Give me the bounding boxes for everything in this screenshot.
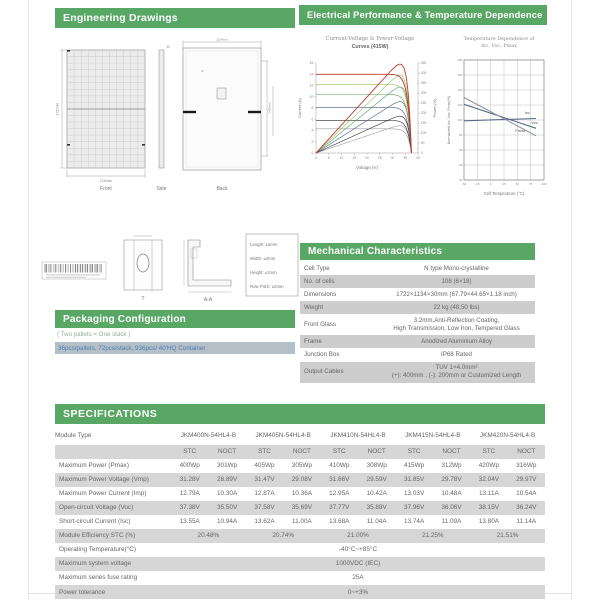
- spec-cell: 308Wp: [366, 461, 387, 469]
- svg-text:Voc: Voc: [530, 119, 538, 125]
- temp-chart-plot: [442, 54, 557, 204]
- spec-cell: NOCT: [218, 447, 237, 455]
- svg-text:40: 40: [458, 162, 462, 167]
- spec-module-type-row: [55, 427, 545, 445]
- front-view-label: Front: [100, 186, 112, 192]
- svg-text:0: 0: [315, 155, 317, 160]
- mech-row-value: 1722×1134×30mm (67.79×44.65×1.18 inch): [396, 290, 517, 298]
- mech-row-value: N type Mono-crystalline: [424, 264, 489, 272]
- svg-text:40: 40: [416, 155, 420, 160]
- spec-cell: 31.47V: [254, 476, 275, 483]
- spec-condition-header-row: [55, 445, 545, 459]
- tolerance-width: Width: ±2mm: [250, 256, 276, 261]
- spec-cell: 37.77V: [329, 504, 350, 512]
- spec-cell: JKM405N-54HL4-B: [255, 432, 311, 439]
- svg-text:6: 6: [311, 117, 314, 122]
- dim-width-label: 1134mm: [99, 179, 113, 183]
- spec-cell: 35.69V: [291, 504, 313, 512]
- spec-cell: 12.87A: [254, 490, 275, 498]
- spec-cell: 13.62A: [254, 518, 275, 526]
- svg-text:15: 15: [352, 155, 357, 160]
- mech-row-label: Output Cables: [304, 368, 344, 376]
- dim-mount-span-label: 1400mm: [267, 102, 272, 114]
- spec-cell: Open-circuit Voltage (Voc): [59, 504, 134, 512]
- spec-cell: 20.74%: [272, 532, 295, 540]
- spec-cell: 10.42A: [366, 490, 387, 498]
- mech-row-label: Cell Type: [304, 264, 330, 272]
- mech-row-value: IP68 Rated: [441, 350, 472, 358]
- spec-cell: JKM420N-54HL4-B: [479, 432, 536, 439]
- spec-cell: -40°C~+85°C: [338, 546, 378, 554]
- packaging-highlight: 36pcs/pallets, 72pcs/stack, 936pcs/ 40'HQ Container: [55, 342, 295, 354]
- section-title: Electrical Performance & Temperature Dependence: [307, 10, 543, 20]
- spec-cell: 12.79A: [179, 490, 200, 498]
- spec-cell: 37.96V: [403, 504, 425, 512]
- spec-cell: 28.89V: [216, 476, 238, 483]
- spec-cell: STC: [482, 447, 496, 455]
- svg-text:140: 140: [456, 87, 462, 92]
- spec-cell: 11.14A: [516, 518, 537, 526]
- mech-row: [300, 348, 535, 361]
- mech-row: [300, 288, 535, 301]
- iv-chart-title: Current-Voltage & Power-Voltage: [325, 36, 415, 42]
- back-view-label: Back: [216, 186, 228, 192]
- spec-cell: Maximum series fuse rating: [59, 574, 138, 582]
- spec-cell: Maximum Power Voltage (Vmp): [59, 476, 149, 483]
- spec-cell: Power tolerance: [59, 588, 106, 596]
- svg-text:30: 30: [390, 155, 395, 160]
- spec-cell: 305Wp: [291, 461, 313, 469]
- svg-text:450: 450: [420, 61, 427, 66]
- svg-text:100: 100: [456, 117, 462, 122]
- spec-cell: 29.97V: [516, 476, 537, 483]
- spec-cell: 13.11A: [478, 490, 499, 498]
- spec-data-row: [55, 585, 545, 599]
- page-border-left: [28, 0, 29, 600]
- spec-cell: 37.58V: [254, 504, 275, 512]
- spec-cell: 10.36A: [291, 490, 313, 498]
- spec-cell: 11.09A: [441, 518, 462, 526]
- iv-chart-plot: [296, 55, 444, 173]
- svg-text:Isc: Isc: [524, 109, 530, 115]
- spec-cell: 29.78V: [441, 476, 462, 483]
- mech-row-value: 108 (6×18): [441, 277, 472, 285]
- svg-text:Voltage (V): Voltage (V): [356, 164, 378, 170]
- spec-cell: Maximum Power Current (Imp): [59, 490, 147, 498]
- spec-cell: 32.04V: [478, 476, 500, 483]
- section-title: Packaging Configuration: [63, 313, 186, 325]
- spec-cell: 31.28V: [179, 476, 200, 483]
- svg-text:-25: -25: [474, 181, 480, 186]
- mech-row: [300, 314, 535, 335]
- section-header-packaging-configuration: [55, 310, 295, 328]
- spec-cell: 29.08V: [291, 476, 313, 483]
- spec-data-row: [55, 543, 545, 557]
- mech-row-label: Frame: [304, 337, 322, 345]
- spec-data-row: [55, 571, 545, 585]
- section-header-engineering-drawings: [55, 8, 295, 28]
- svg-text:25: 25: [377, 155, 382, 160]
- svg-text:Cell Temperature (°C): Cell Temperature (°C): [483, 190, 524, 196]
- specifications-table: [55, 427, 545, 599]
- iv-power-chart: [296, 36, 444, 200]
- svg-text:-50: -50: [461, 181, 466, 186]
- spec-cell: 21.25%: [421, 532, 444, 540]
- spec-cell: STC: [258, 447, 271, 455]
- spec-cell: 29.59V: [366, 476, 387, 483]
- svg-text:75: 75: [528, 181, 532, 186]
- svg-text:8: 8: [311, 106, 314, 111]
- section-header-mechanical-characteristics: [300, 243, 535, 260]
- spec-cell: Short-circuit Current (Isc): [59, 518, 131, 526]
- spec-cell: STC: [407, 447, 421, 455]
- side-view-label: Side: [156, 186, 167, 192]
- spec-cell: 10.54A: [516, 490, 537, 498]
- spec-cell: 13.03V: [403, 490, 425, 498]
- engineering-drawings-figure: [55, 36, 305, 201]
- spec-cell: 400Wp: [179, 461, 200, 469]
- mechanical-characteristics-table: [300, 262, 535, 383]
- junction-box: [217, 88, 226, 99]
- svg-text:0: 0: [420, 151, 423, 156]
- svg-text:200: 200: [420, 111, 427, 116]
- spec-data-row: [55, 473, 545, 487]
- packaging-note: ( Two pallets = One stack ): [57, 331, 131, 338]
- barcode-label: [42, 262, 106, 279]
- svg-text:20: 20: [458, 177, 462, 182]
- svg-text:Power (W): Power (W): [432, 98, 437, 118]
- spec-cell: 35.88V: [366, 504, 387, 512]
- spec-cell: 410Wp: [329, 461, 350, 469]
- spec-cell: 36.06V: [441, 504, 462, 512]
- svg-text:60: 60: [458, 147, 462, 152]
- mech-row: [300, 362, 535, 383]
- svg-text:14: 14: [309, 72, 314, 77]
- spec-cell: JKM400N-54HL4-B: [180, 432, 237, 439]
- svg-text:400: 400: [420, 71, 427, 76]
- spec-cell: 316Wp: [516, 461, 537, 469]
- mech-row-label: Front Glass: [304, 320, 336, 328]
- spec-cell: 38.15V: [478, 504, 500, 512]
- mech-row-value: 3.2mm,Anti-Reflection Coating, High Transmission, Low Iron, Tempered Glass: [393, 316, 520, 332]
- front-view-drawing: [56, 50, 145, 192]
- svg-text:20: 20: [365, 155, 369, 160]
- svg-text:80: 80: [458, 132, 462, 137]
- detail-drawings-figure: [38, 232, 300, 306]
- mech-row-label: Weight: [304, 303, 324, 311]
- spec-data-row: [55, 557, 545, 571]
- svg-text:10: 10: [309, 94, 314, 99]
- side-view-drawing: [156, 45, 170, 192]
- spec-cell: 1000VDC (IEC): [335, 560, 381, 568]
- spec-data-row: [55, 487, 545, 501]
- spec-cell: NOCT: [292, 447, 311, 455]
- spec-cell: 12.95A: [329, 490, 350, 498]
- section-title: Engineering Drawings: [63, 12, 178, 24]
- section-header-specifications: [55, 404, 545, 424]
- tolerance-height: Height: ±1mm: [250, 270, 277, 275]
- temperature-dependence-chart: [440, 36, 558, 212]
- svg-text:0: 0: [311, 151, 314, 156]
- spec-cell: 20.48%: [197, 532, 220, 540]
- mech-row: [300, 262, 535, 275]
- dim-height-label: 1722mm: [55, 102, 60, 116]
- svg-text:180: 180: [456, 57, 462, 62]
- section-header-electrical-performance: [299, 5, 547, 25]
- svg-text:120: 120: [456, 102, 462, 107]
- clamp-section-label: T: [141, 296, 145, 302]
- spec-cell: NOCT: [367, 447, 386, 455]
- svg-text:100: 100: [540, 181, 547, 186]
- svg-text:300: 300: [420, 91, 427, 96]
- svg-text:Current (A): Current (A): [297, 97, 302, 118]
- spec-cell: 10.94A: [216, 518, 238, 526]
- spec-cell: 37.38V: [179, 504, 200, 512]
- svg-text:50: 50: [420, 141, 425, 146]
- section-aa-label: A-A: [203, 297, 213, 303]
- spec-cell: 10.30A: [216, 490, 238, 498]
- svg-text:10: 10: [339, 155, 344, 160]
- svg-text:16: 16: [309, 61, 314, 66]
- spec-cell: NOCT: [517, 447, 536, 455]
- spec-cell: Module Type: [55, 432, 92, 439]
- mech-row-value: TUV 1×4.0mm² (+): 400mm , (-): 200mm or Customized Length: [391, 364, 522, 380]
- spec-cell: 35.50V: [216, 504, 238, 512]
- temp-chart-subtitle: Isc, Voc, Pmax: [481, 43, 517, 50]
- tolerance-row-pitch: Row Pitch: ±2mm: [250, 284, 284, 289]
- spec-cell: 13.80A: [478, 518, 500, 526]
- spec-cell: Module Efficiency STC (%): [59, 532, 136, 540]
- svg-text:12: 12: [309, 83, 314, 88]
- page-border-right: [571, 0, 572, 600]
- section-detail-drawing: [184, 240, 231, 303]
- spec-cell: Maximum Power (Pmax): [59, 461, 129, 469]
- svg-text:0: 0: [489, 181, 492, 186]
- mech-row-value: 22 kg (48.50 lbs): [433, 303, 480, 311]
- spec-cell: JKM410N-54HL4-B: [330, 432, 386, 439]
- spec-cell: Operating Temperature(°C): [59, 546, 137, 554]
- mech-row: [300, 335, 535, 348]
- mech-row-label: Dimensions: [304, 290, 337, 298]
- spec-cell: STC: [183, 447, 197, 455]
- spec-cell: 21.51%: [496, 532, 519, 540]
- spec-data-row: [55, 459, 545, 473]
- spec-cell: 11.04A: [366, 518, 387, 526]
- spec-cell: [55, 445, 171, 459]
- svg-text:5: 5: [327, 155, 330, 160]
- spec-data-row: [55, 515, 545, 529]
- spec-cell: 13.68A: [329, 518, 350, 526]
- spec-cell: 301Wp: [216, 461, 238, 469]
- svg-text:4: 4: [311, 128, 314, 133]
- spec-cell: 31.85V: [403, 476, 425, 483]
- mech-row: [300, 275, 535, 288]
- spec-cell: 10.48A: [441, 490, 462, 498]
- svg-text:25: 25: [501, 181, 506, 186]
- spec-cell: Maximum system voltage: [59, 560, 132, 568]
- svg-text:150: 150: [420, 121, 427, 126]
- mech-row-value: Anodized Aluminium Alloy: [421, 337, 492, 345]
- tolerance-box: [246, 234, 298, 296]
- svg-text:250: 250: [420, 101, 427, 106]
- spec-cell: JKM415N-54HL4-B: [405, 432, 461, 439]
- iv-chart-subtitle: Curves (415W): [351, 43, 389, 50]
- svg-text:Pmax: Pmax: [514, 127, 525, 133]
- dim-thickness-label: 30: [166, 45, 170, 49]
- svg-text:Normalized Isc, Voc, Pmax(%): Normalized Isc, Voc, Pmax(%): [446, 95, 451, 144]
- svg-text:50: 50: [515, 181, 519, 186]
- spec-data-row: [55, 501, 545, 515]
- spec-cell: 420Wp: [478, 461, 499, 469]
- svg-text:100: 100: [420, 131, 427, 136]
- spec-cell: 31.66V: [329, 476, 350, 483]
- spec-data-row: [55, 529, 545, 543]
- section-title: SPECIFICATIONS: [63, 408, 158, 420]
- mech-row-label: No. of cells: [304, 277, 335, 285]
- spec-cell: 415Wp: [403, 461, 425, 469]
- svg-text:160: 160: [456, 72, 462, 77]
- svg-text:35: 35: [403, 155, 408, 160]
- mech-row: [300, 301, 535, 314]
- spec-cell: 25A: [352, 574, 364, 582]
- mech-row-label: Junction Box: [304, 350, 340, 358]
- spec-cell: 21.00%: [347, 532, 369, 540]
- section-title: Mechanical Characteristics: [308, 246, 443, 257]
- spec-cell: 36.24V: [516, 504, 537, 512]
- spec-cell: 13.74A: [403, 518, 425, 526]
- svg-text:2: 2: [311, 139, 314, 144]
- tolerance-length: Length: ±2mm: [250, 242, 278, 247]
- spec-cell: 405Wp: [254, 461, 275, 469]
- dim-back-width-label: 1134mm: [216, 37, 228, 42]
- spec-cell: 312Wp: [441, 461, 462, 469]
- spec-cell: 11.00A: [292, 518, 312, 526]
- spec-cell: 13.55A: [179, 518, 200, 526]
- back-view-drawing: [183, 38, 273, 192]
- spec-cell: NOCT: [442, 447, 461, 455]
- spec-cell: 0~+3%: [347, 588, 369, 596]
- svg-text:350: 350: [420, 81, 427, 86]
- temp-chart-title: Temperature Dependence of: [463, 36, 535, 42]
- clamp-detail-drawing: [124, 236, 162, 302]
- svg-text:Φ: Φ: [201, 69, 204, 73]
- spec-cell: STC: [332, 447, 346, 455]
